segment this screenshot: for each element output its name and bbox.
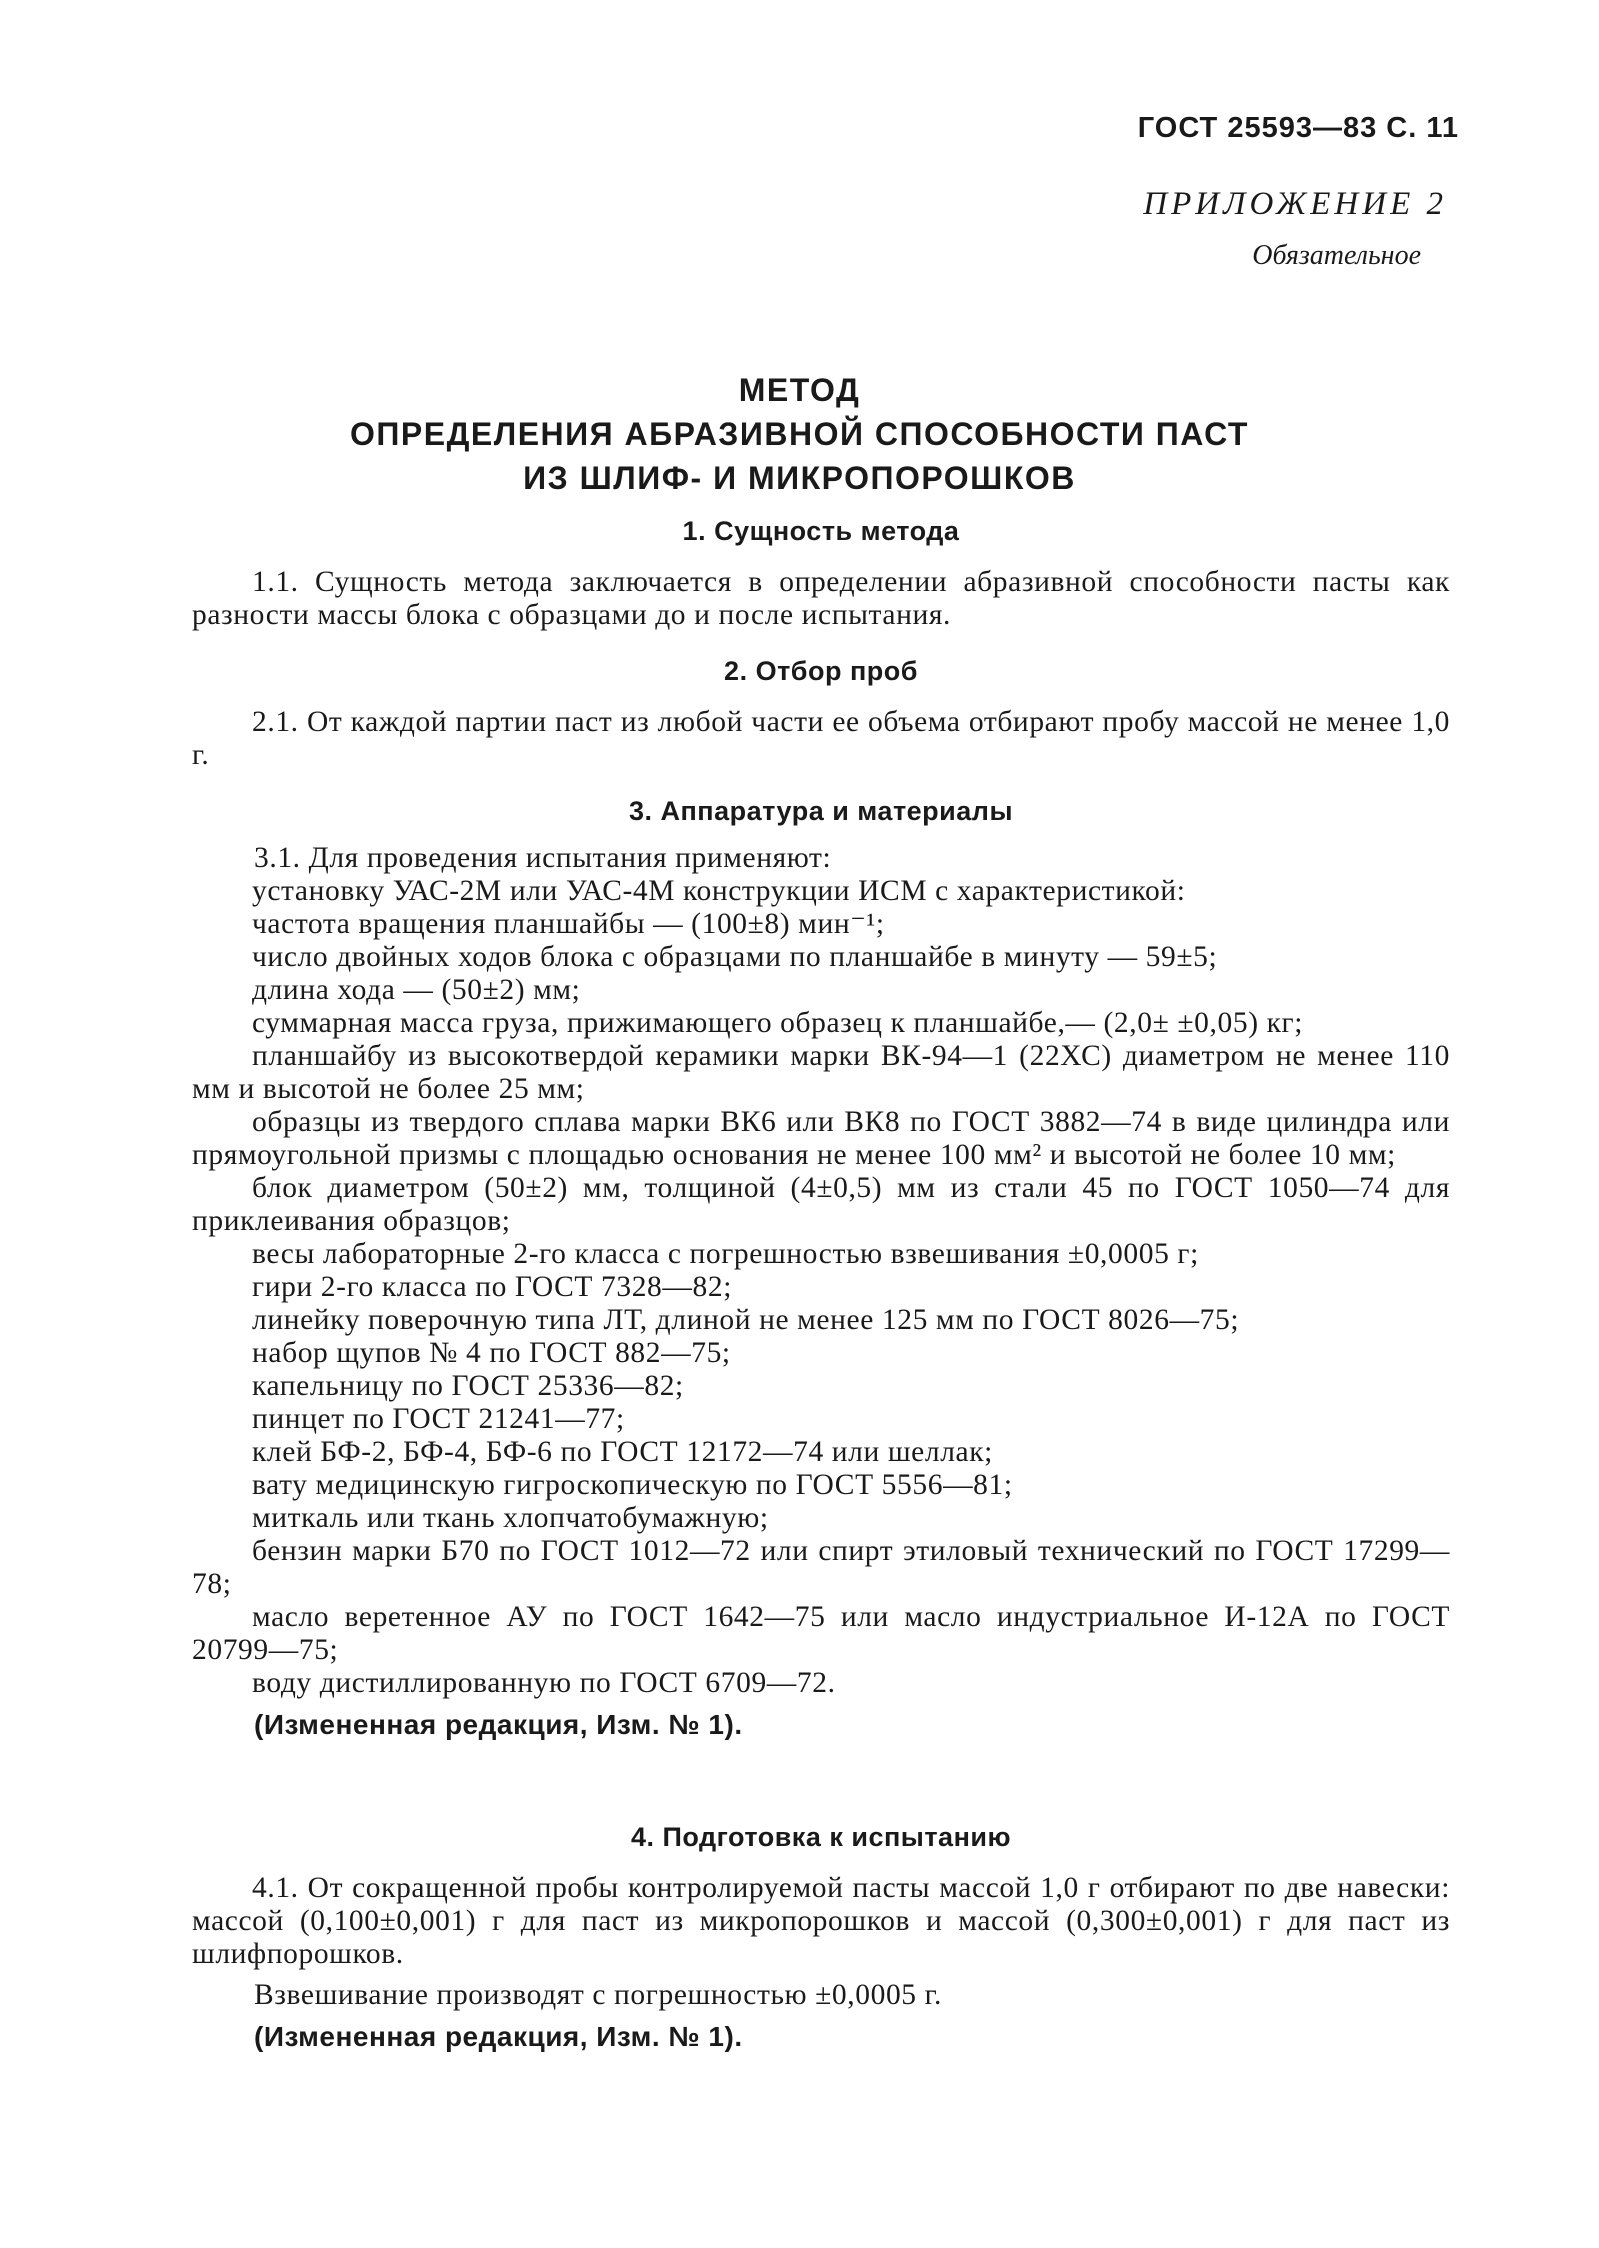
equipment-item: частота вращения планшайбы — (100±8) мин⁻¹;	[252, 908, 885, 940]
equipment-item: образцы из твердого сплава марки ВК6 или ВК8 по ГОСТ 3882—74 в виде цилиндра или прямоугольной призмы с площадью основания не менее 100 мм² и высотой не более 10 мм;	[192, 1106, 1450, 1171]
equipment-item: весы лабораторные 2-го класса с погрешностью взвешивания ±0,0005 г;	[252, 1238, 1199, 1270]
equipment-item: клей БФ-2, БФ-4, БФ-6 по ГОСТ 12172—74 или шеллак;	[252, 1436, 993, 1468]
section-2-paragraph: 2.1. От каждой партии паст из любой части ее объема отбирают пробу массой не менее 1,0 г.	[192, 706, 1450, 771]
section-2	[192, 655, 1450, 772]
revision-note: (Измененная редакция, Изм. № 1).	[254, 1709, 743, 1740]
title-line-3: ИЗ ШЛИФ- И МИКРОПОРОШКОВ	[523, 460, 1076, 496]
title-line-2: ОПРЕДЕЛЕНИЯ АБРАЗИВНОЙ СПОСОБНОСТИ ПАСТ	[350, 416, 1249, 452]
section-2-heading: 2. Отбор проб	[724, 656, 918, 686]
revision-note: (Измененная редакция, Изм. № 1).	[254, 2021, 743, 2052]
page-header-code: ГОСТ 25593—83 С. 11	[1137, 112, 1459, 144]
appendix-status: Обязательное	[1252, 240, 1421, 271]
section-1-paragraph: 1.1. Сущность метода заключается в определении абразивной способности пасты как разности массы блока с образцами до и после испытания.	[192, 566, 1450, 631]
section-1	[192, 515, 1450, 632]
section-4-weighing: Взвешивание производят с погрешностью ±0,0005 г.	[254, 1979, 942, 2011]
equipment-item: блок диаметром (50±2) мм, толщиной (4±0,5) мм из стали 45 по ГОСТ 1050—74 для приклеивания образцов;	[192, 1172, 1450, 1237]
equipment-item: число двойных ходов блока с образцами по планшайбе в минуту — 59±5;	[252, 941, 1218, 973]
equipment-item: линейку поверочную типа ЛТ, длиной не менее 125 мм по ГОСТ 8026—75;	[252, 1304, 1240, 1336]
equipment-item: планшайбу из высокотвердой керамики марки ВК-94—1 (22ХС) диаметром не менее 110 мм и высотой не более 25 мм;	[192, 1040, 1450, 1105]
section-4-heading: 4. Подготовка к испытанию	[630, 1822, 1012, 1852]
equipment-item: набор щупов № 4 по ГОСТ 882—75;	[252, 1337, 731, 1369]
section-4	[192, 1821, 1450, 2053]
equipment-item: воду дистиллированную по ГОСТ 6709—72.	[252, 1667, 836, 1699]
section-3-intro: 3.1. Для проведения испытания применяют:	[254, 842, 832, 874]
equipment-item: установку УАС-2М или УАС-4М конструкции ИСМ с характеристикой:	[252, 875, 1186, 907]
equipment-item: масло веретенное АУ по ГОСТ 1642—75 или масло индустриальное И-12А по ГОСТ 20799—75;	[192, 1601, 1450, 1666]
equipment-item: пинцет по ГОСТ 21241—77;	[252, 1403, 625, 1435]
section-1-heading: 1. Сущность метода	[682, 516, 960, 546]
appendix-label: ПРИЛОЖЕНИЕ 2	[1143, 186, 1447, 222]
equipment-item: длина хода — (50±2) мм;	[252, 974, 581, 1006]
section-4-paragraph: 4.1. От сокращенной пробы контролируемой пасты массой 1,0 г отбирают по две навески: массой (0,100±0,001) г для паст из микропорошков и массой (0,300±0,001) г для паст из шлифпорошков.	[192, 1872, 1450, 1970]
equipment-item: вату медицинскую гигроскопическую по ГОСТ 5556—81;	[252, 1469, 1013, 1501]
equipment-item: капельницу по ГОСТ 25336—82;	[252, 1370, 684, 1402]
equipment-item: гири 2-го класса по ГОСТ 7328—82;	[252, 1271, 732, 1303]
equipment-item: бензин марки Б70 по ГОСТ 1012—72 или спирт этиловый технический по ГОСТ 17299—78;	[192, 1535, 1450, 1600]
section-3	[192, 795, 1450, 1741]
document-title	[0, 368, 1599, 500]
section-3-heading: 3. Аппаратура и материалы	[628, 796, 1013, 826]
equipment-item: миткаль или ткань хлопчатобумажную;	[252, 1502, 769, 1534]
equipment-item: суммарная масса груза, прижимающего образец к планшайбе,— (2,0± ±0,05) кг;	[252, 1007, 1304, 1039]
title-line-1: МЕТОД	[738, 372, 861, 408]
